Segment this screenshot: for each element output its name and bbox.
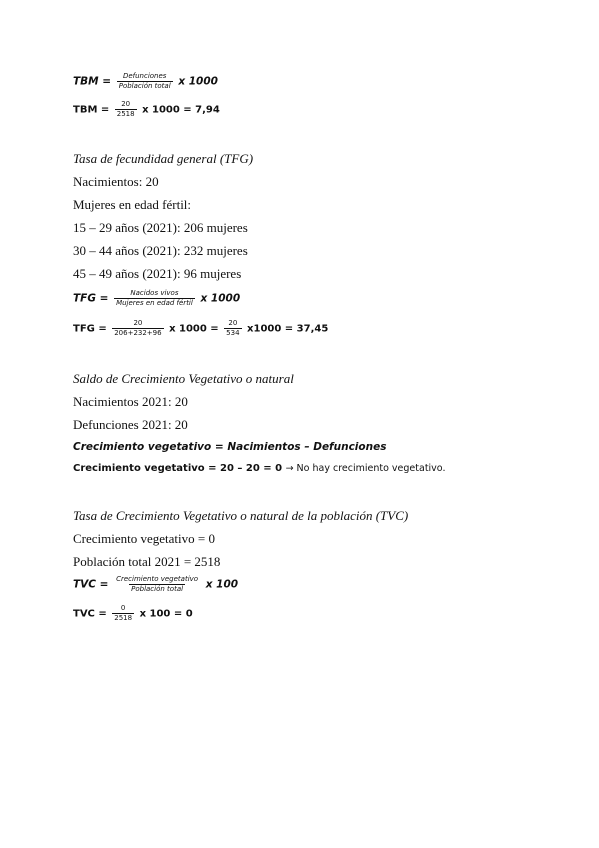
tfg-formula-rhs: x 1000: [200, 292, 241, 305]
tfg-calc-fraction-1: [112, 320, 163, 337]
tfg-formula-denominator: Mujeres en edad fértil: [116, 299, 193, 307]
tbm-formula: [73, 73, 218, 90]
saldo-heading: Saldo de Crecimiento Vegetativo o natural: [73, 371, 294, 386]
tfg-calc-rhs: x1000 = 37,45: [247, 323, 329, 335]
tvc-formula: [73, 576, 238, 593]
tvc-calc-denominator: 2518: [114, 614, 133, 622]
tbm-formula-rhs: x 1000: [178, 75, 218, 88]
tvc-calc-fraction: [112, 605, 134, 622]
tbm-calc-denominator: 2518: [116, 110, 135, 118]
tfg-formula-numerator: Nacidos vivos: [130, 289, 179, 297]
tfg-calculation: [73, 320, 328, 337]
tfg-births: Nacimientos: 20: [73, 174, 159, 189]
tfg-age-group: 45 – 49 años (2021): 96 mujeres: [73, 266, 242, 281]
tfg-calc-fraction-2: [224, 320, 241, 337]
saldo-formula: Crecimiento vegetativo = Nacimientos – Defunciones: [73, 441, 387, 453]
saldo-result-text: → No hay crecimiento vegetativo.: [285, 463, 446, 474]
tvc-formula-fraction: [114, 576, 200, 593]
tfg-calc-numerator-1: 20: [133, 319, 143, 327]
tbm-calc-numerator: 20: [121, 100, 131, 108]
tfg-age-group: 30 – 44 años (2021): 232 mujeres: [73, 243, 248, 258]
saldo-deaths: Defunciones 2021: 20: [73, 417, 188, 432]
tbm-calc-fraction: [115, 101, 137, 118]
tvc-formula-lhs: TVC =: [73, 578, 109, 591]
tfg-calc-lhs: TFG =: [73, 323, 107, 335]
tfg-calc-mid: x 1000 =: [169, 323, 219, 335]
tvc-formula-rhs: x 100: [205, 578, 239, 591]
tfg-calc-denominator-1: 206+232+96: [114, 329, 162, 337]
tfg-women-label: Mujeres en edad fértil:: [73, 197, 192, 212]
tbm-formula-denominator: Población total: [118, 82, 171, 90]
tbm-formula-lhs: TBM =: [73, 75, 112, 88]
tvc-calc-lhs: TVC =: [73, 608, 107, 620]
tvc-calc-numerator: 0: [120, 604, 126, 612]
tvc-formula-numerator: Crecimiento vegetativo: [116, 575, 199, 583]
saldo-births: Nacimientos 2021: 20: [73, 394, 188, 409]
saldo-calc-text: Crecimiento vegetativo = 20 – 20 = 0: [73, 463, 283, 474]
saldo-calculation: [73, 463, 445, 474]
tfg-formula-fraction: [114, 290, 195, 307]
tfg-calc-numerator-2: 20: [228, 319, 238, 327]
tvc-heading: Tasa de Crecimiento Vegetativo o natural de la población (TVC): [73, 508, 409, 523]
tvc-growth: Crecimiento vegetativo = 0: [73, 531, 215, 546]
tfg-heading: Tasa de fecundidad general (TFG): [73, 151, 254, 166]
tfg-formula-lhs: TFG =: [73, 292, 109, 305]
tvc-formula-denominator: Población total: [131, 585, 184, 593]
tfg-formula: [73, 290, 240, 307]
tbm-calculation: [73, 101, 220, 118]
tbm-calc-rhs: x 1000 = 7,94: [142, 104, 220, 116]
tvc-calc-rhs: x 100 = 0: [139, 608, 193, 620]
tfg-calc-denominator-2: 534: [226, 329, 240, 337]
tfg-age-group: 15 – 29 años (2021): 206 mujeres: [73, 220, 248, 235]
tbm-formula-fraction: [117, 73, 173, 90]
tvc-calculation: [73, 605, 193, 622]
tbm-calc-lhs: TBM =: [73, 104, 110, 116]
tbm-formula-numerator: Defunciones: [122, 72, 167, 80]
tvc-population: Población total 2021 = 2518: [73, 554, 221, 569]
